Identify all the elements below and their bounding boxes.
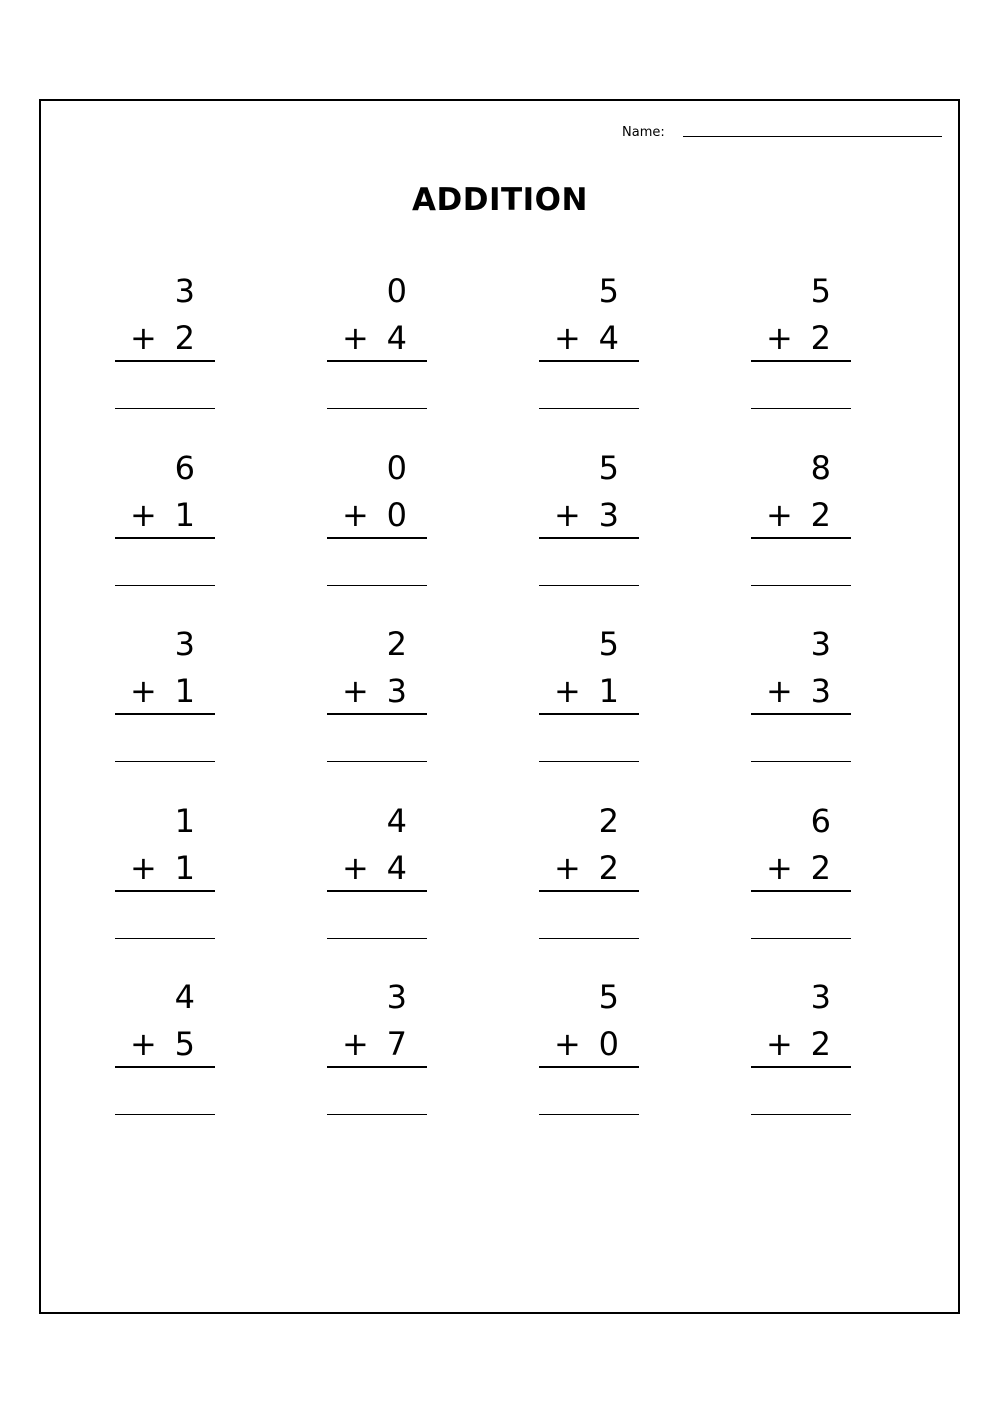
plus-sign: + xyxy=(554,672,581,710)
sum-rule xyxy=(327,537,427,539)
answer-blank[interactable] xyxy=(327,938,427,939)
name-row xyxy=(622,121,665,141)
addend-bottom: 3 xyxy=(598,496,619,534)
plus-sign: + xyxy=(554,496,581,534)
addend-top: 5 xyxy=(598,625,619,663)
addition-problem xyxy=(115,625,215,775)
sum-rule xyxy=(751,360,851,362)
sum-rule xyxy=(539,713,639,715)
page-title: ADDITION xyxy=(412,182,588,218)
addition-problem xyxy=(115,978,215,1128)
plus-sign: + xyxy=(766,1025,793,1063)
plus-sign: + xyxy=(130,496,157,534)
addend-top: 0 xyxy=(386,449,407,487)
answer-blank[interactable] xyxy=(751,408,851,409)
plus-sign: + xyxy=(554,849,581,887)
addend-top: 6 xyxy=(810,802,831,840)
addend-bottom-row xyxy=(766,672,831,710)
addend-top: 5 xyxy=(810,272,831,310)
addition-problem xyxy=(751,272,851,422)
addend-top: 5 xyxy=(598,449,619,487)
addend-bottom: 1 xyxy=(174,849,195,887)
sum-rule xyxy=(115,1066,215,1068)
plus-sign: + xyxy=(766,672,793,710)
answer-blank[interactable] xyxy=(327,761,427,762)
addend-bottom-row xyxy=(342,1025,407,1063)
sum-rule xyxy=(115,713,215,715)
answer-blank[interactable] xyxy=(751,761,851,762)
plus-sign: + xyxy=(130,319,157,357)
addition-problem xyxy=(539,802,639,952)
addition-problem xyxy=(115,802,215,952)
answer-blank[interactable] xyxy=(539,408,639,409)
answer-blank[interactable] xyxy=(539,938,639,939)
addend-bottom-row xyxy=(342,672,407,710)
sum-rule xyxy=(539,537,639,539)
plus-sign: + xyxy=(342,1025,369,1063)
answer-blank[interactable] xyxy=(751,1114,851,1115)
answer-blank[interactable] xyxy=(327,585,427,586)
addition-problem xyxy=(115,449,215,599)
addend-bottom: 2 xyxy=(810,496,831,534)
addend-bottom: 4 xyxy=(386,319,407,357)
addition-problem xyxy=(327,272,427,422)
addend-bottom: 1 xyxy=(598,672,619,710)
sum-rule xyxy=(327,713,427,715)
addend-top: 1 xyxy=(174,802,195,840)
sum-rule xyxy=(751,1066,851,1068)
addend-bottom-row xyxy=(766,319,831,357)
answer-blank[interactable] xyxy=(327,408,427,409)
sum-rule xyxy=(327,890,427,892)
addend-top: 5 xyxy=(598,978,619,1016)
addend-bottom: 2 xyxy=(174,319,195,357)
addend-top: 3 xyxy=(174,625,195,663)
addend-bottom: 1 xyxy=(174,496,195,534)
addition-problem xyxy=(751,625,851,775)
addition-problem xyxy=(539,625,639,775)
sum-rule xyxy=(115,537,215,539)
addend-top: 2 xyxy=(598,802,619,840)
addend-bottom: 2 xyxy=(598,849,619,887)
addend-bottom: 0 xyxy=(386,496,407,534)
plus-sign: + xyxy=(342,672,369,710)
plus-sign: + xyxy=(342,496,369,534)
addition-problem xyxy=(327,449,427,599)
addend-top: 3 xyxy=(386,978,407,1016)
answer-blank[interactable] xyxy=(327,1114,427,1115)
answer-blank[interactable] xyxy=(115,585,215,586)
addend-bottom: 7 xyxy=(386,1025,407,1063)
addend-bottom-row xyxy=(130,849,195,887)
addend-bottom-row xyxy=(766,1025,831,1063)
plus-sign: + xyxy=(342,319,369,357)
addition-problem xyxy=(751,802,851,952)
answer-blank[interactable] xyxy=(539,1114,639,1115)
addition-problem xyxy=(327,978,427,1128)
addend-bottom-row xyxy=(130,672,195,710)
addend-top: 3 xyxy=(810,978,831,1016)
addend-bottom: 4 xyxy=(386,849,407,887)
answer-blank[interactable] xyxy=(751,585,851,586)
addend-top: 8 xyxy=(810,449,831,487)
plus-sign: + xyxy=(130,1025,157,1063)
addend-top: 5 xyxy=(598,272,619,310)
addend-bottom-row xyxy=(342,849,407,887)
addend-bottom-row xyxy=(554,1025,619,1063)
addend-bottom-row xyxy=(554,849,619,887)
addend-bottom-row xyxy=(766,496,831,534)
addend-bottom: 2 xyxy=(810,1025,831,1063)
addition-problem xyxy=(539,449,639,599)
answer-blank[interactable] xyxy=(115,938,215,939)
sum-rule xyxy=(751,537,851,539)
name-label: Name: xyxy=(622,125,665,140)
sum-rule xyxy=(327,1066,427,1068)
addend-bottom-row xyxy=(342,319,407,357)
addition-problem xyxy=(327,802,427,952)
addend-bottom-row xyxy=(554,672,619,710)
sum-rule xyxy=(751,713,851,715)
plus-sign: + xyxy=(766,319,793,357)
addend-top: 3 xyxy=(810,625,831,663)
addition-problem xyxy=(539,978,639,1128)
addition-problem xyxy=(327,625,427,775)
addend-bottom-row xyxy=(342,496,407,534)
answer-blank[interactable] xyxy=(115,761,215,762)
plus-sign: + xyxy=(554,1025,581,1063)
sum-rule xyxy=(327,360,427,362)
addition-problem xyxy=(751,449,851,599)
addend-bottom: 2 xyxy=(810,319,831,357)
addend-top: 4 xyxy=(386,802,407,840)
addend-bottom: 2 xyxy=(810,849,831,887)
answer-blank[interactable] xyxy=(539,761,639,762)
addend-bottom: 5 xyxy=(174,1025,195,1063)
answer-blank[interactable] xyxy=(751,938,851,939)
sum-rule xyxy=(539,360,639,362)
addend-bottom-row xyxy=(554,319,619,357)
addend-top: 3 xyxy=(174,272,195,310)
sum-rule xyxy=(539,1066,639,1068)
addend-bottom-row xyxy=(130,319,195,357)
addition-problem xyxy=(751,978,851,1128)
plus-sign: + xyxy=(766,849,793,887)
sum-rule xyxy=(115,890,215,892)
addend-top: 0 xyxy=(386,272,407,310)
addend-bottom: 3 xyxy=(810,672,831,710)
plus-sign: + xyxy=(130,849,157,887)
addend-bottom: 4 xyxy=(598,319,619,357)
addend-bottom: 3 xyxy=(386,672,407,710)
addend-bottom: 1 xyxy=(174,672,195,710)
addend-bottom-row xyxy=(554,496,619,534)
sum-rule xyxy=(539,890,639,892)
addend-bottom: 0 xyxy=(598,1025,619,1063)
name-field[interactable] xyxy=(683,136,942,137)
addend-top: 6 xyxy=(174,449,195,487)
plus-sign: + xyxy=(342,849,369,887)
addend-top: 2 xyxy=(386,625,407,663)
plus-sign: + xyxy=(554,319,581,357)
sum-rule xyxy=(115,360,215,362)
addend-bottom-row xyxy=(766,849,831,887)
addend-top: 4 xyxy=(174,978,195,1016)
plus-sign: + xyxy=(130,672,157,710)
addend-bottom-row xyxy=(130,1025,195,1063)
addition-problem xyxy=(115,272,215,422)
plus-sign: + xyxy=(766,496,793,534)
answer-blank[interactable] xyxy=(115,408,215,409)
addition-problem xyxy=(539,272,639,422)
addend-bottom-row xyxy=(130,496,195,534)
answer-blank[interactable] xyxy=(115,1114,215,1115)
sum-rule xyxy=(751,890,851,892)
answer-blank[interactable] xyxy=(539,585,639,586)
